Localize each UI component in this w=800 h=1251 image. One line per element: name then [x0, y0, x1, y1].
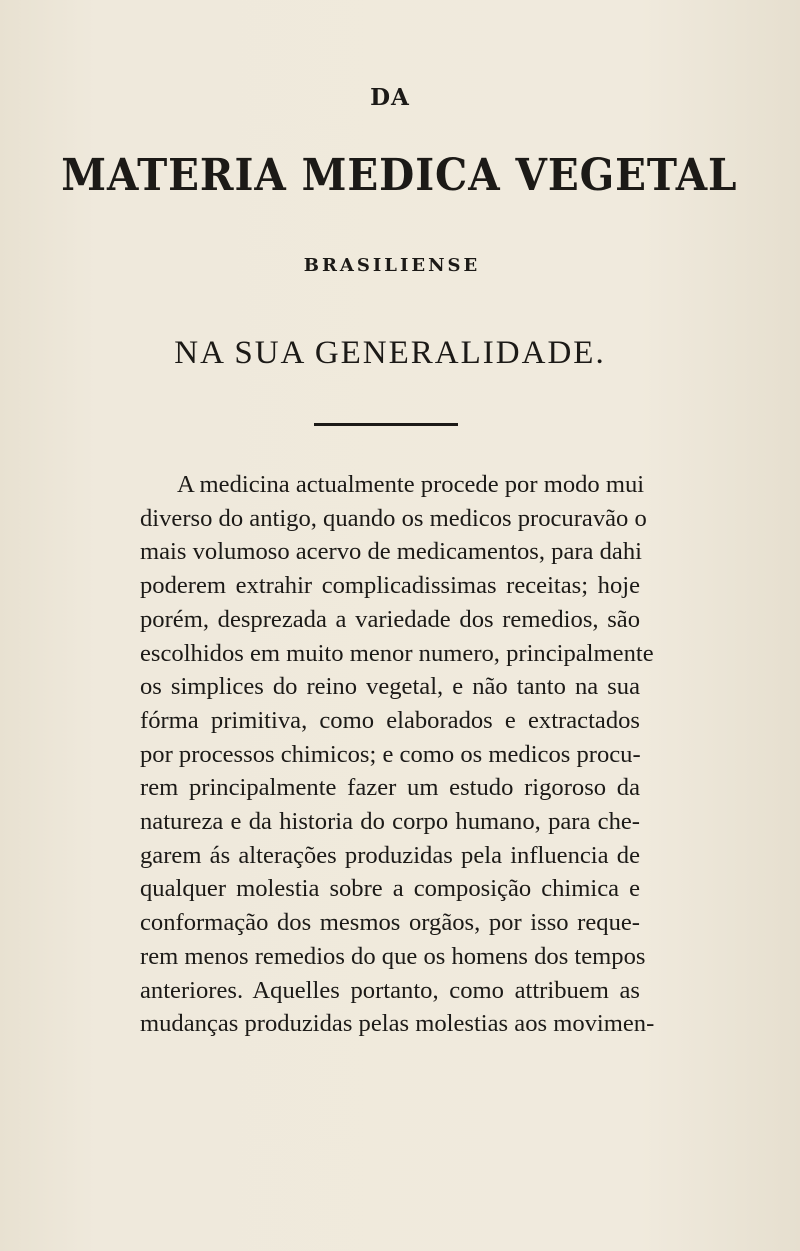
text-line: fórma primitiva, como elaborados e extractados: [140, 706, 640, 734]
text-line: rem menos remedios do que os homens dos tempos: [140, 942, 646, 970]
page-heading-generalidade: NA SUA GENERALIDADE.: [174, 335, 606, 371]
text-line: natureza e da historia do corpo humano, para che-: [140, 808, 640, 836]
text-line: qualquer molestia sobre a composição chimica e: [140, 875, 640, 903]
page-title: MATERIA MEDICA VEGETAL: [61, 150, 738, 201]
heading-da: DA: [370, 84, 410, 111]
text-line: rem principalmente fazer um estudo rigoroso da: [140, 774, 640, 802]
text-line: os simplices do reino vegetal, e não tanto na sua: [140, 673, 640, 701]
text-line: mudanças produzidas pelas molestias aos movimen-: [140, 1010, 655, 1038]
text-line: por processos chimicos; e como os medicos procu-: [140, 740, 641, 768]
text-line: escolhidos em muito menor numero, principalmente: [140, 639, 654, 667]
body-paragraph: [140, 468, 655, 1041]
text-line: mais volumoso acervo de medicamentos, para dahi: [140, 538, 642, 566]
text-line: A medicina actualmente procede por modo mui: [177, 471, 645, 498]
page-subtitle: BRASILIENSE: [303, 255, 481, 276]
text-line: anteriores. Aquelles portanto, como attribuem as: [140, 976, 640, 1004]
text-line: garem ás alterações produzidas pela influencia de: [140, 841, 640, 869]
section-divider: [314, 423, 458, 426]
text-line: porém, desprezada a variedade dos remedios, são: [140, 605, 640, 633]
text-line: poderem extrahir complicadissimas receitas; hoje: [140, 572, 640, 600]
text-line: conformação dos mesmos orgãos, por isso reque-: [140, 909, 640, 937]
text-line: diverso do antigo, quando os medicos procuravão o: [140, 504, 647, 532]
